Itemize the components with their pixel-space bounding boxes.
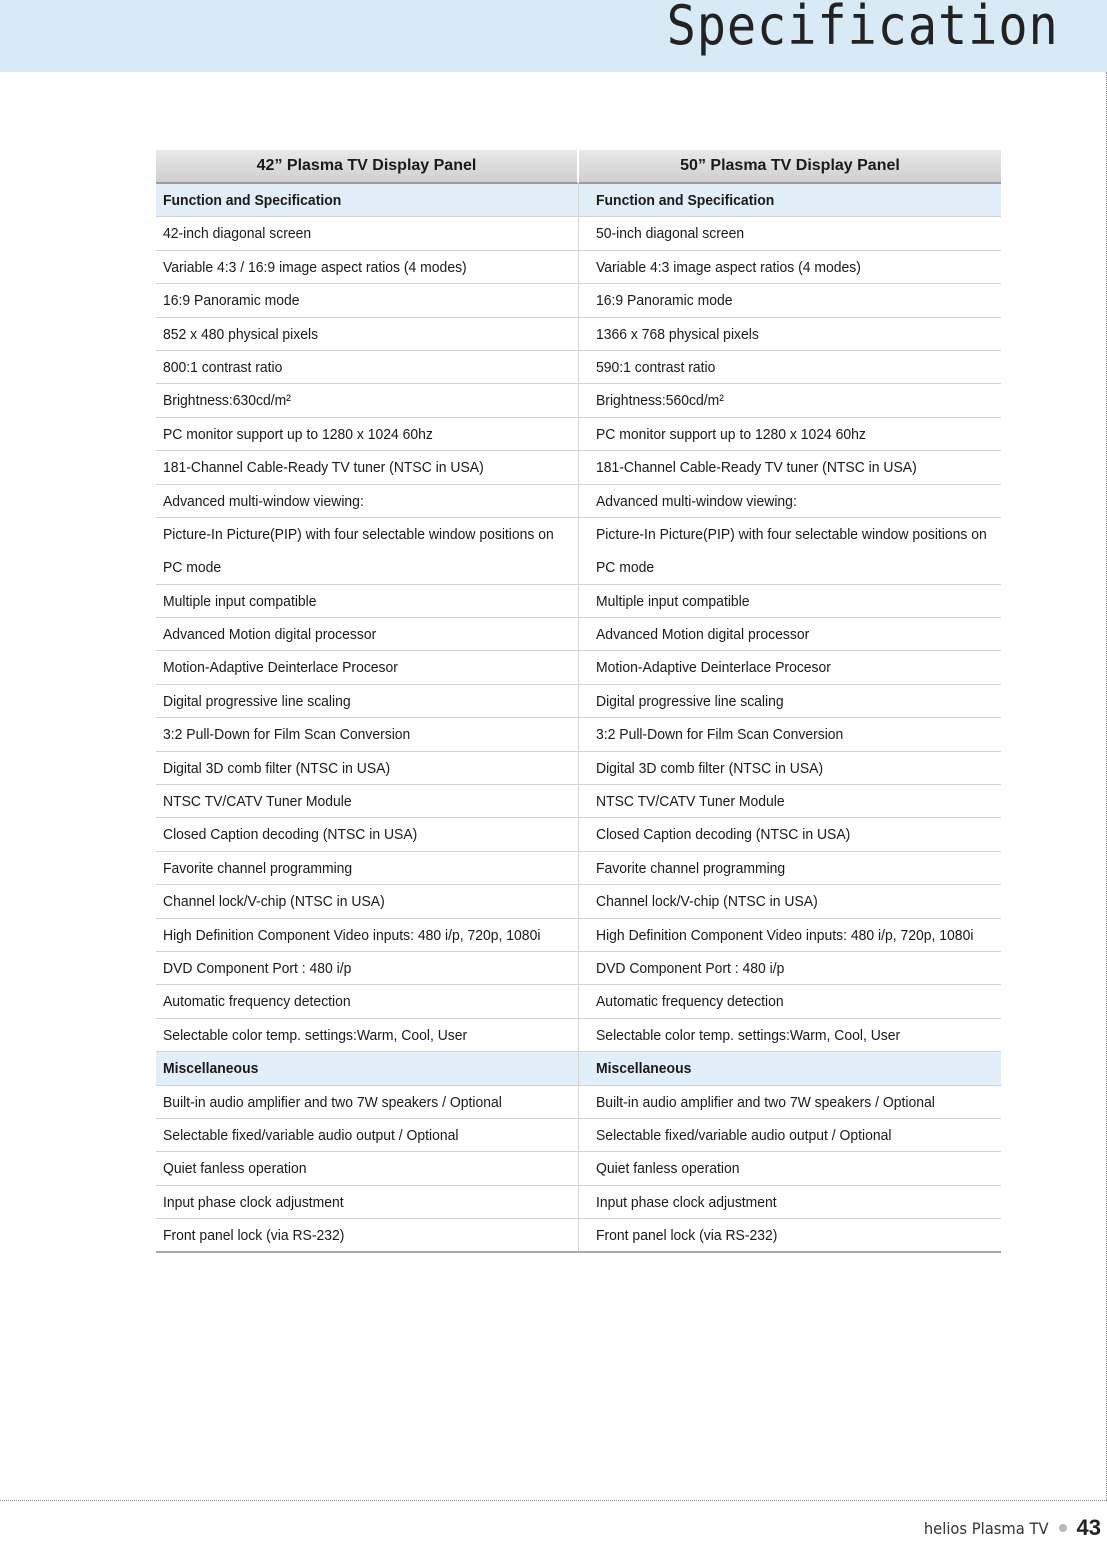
- cell-50-inch: [579, 418, 1001, 450]
- table-header-row: [156, 150, 1001, 184]
- cell-text: High Definition Component Video inputs: 480 i/p, 720p, 1080i: [163, 926, 541, 944]
- cell-text: DVD Component Port : 480 i/p: [596, 960, 785, 977]
- cell-text: Multiple input compatible: [596, 592, 750, 610]
- cell-50-inch: [579, 1186, 1001, 1218]
- cell-text: NTSC TV/CATV Tuner Module: [596, 793, 785, 811]
- cell-42-inch: [156, 251, 579, 283]
- cell-text: Digital progressive line scaling: [596, 692, 784, 710]
- cell-text: Motion-Adaptive Deinterlace Procesor: [596, 659, 831, 677]
- table-row: [156, 1119, 1001, 1152]
- cell-50-inch: [579, 618, 1001, 650]
- cell-text: 852 x 480 physical pixels: [163, 325, 319, 343]
- cell-42-inch: [156, 885, 579, 917]
- cell-text: Channel lock/V-chip (NTSC in USA): [596, 893, 818, 911]
- cell-42-inch: [156, 752, 579, 784]
- cell-text: 1366 x 768 physical pixels: [596, 325, 759, 343]
- cell-text: NTSC TV/CATV Tuner Module: [163, 793, 352, 811]
- cell-50-inch: [579, 985, 1001, 1017]
- cell-50-inch: [579, 1152, 1001, 1184]
- cell-42-inch: [156, 418, 579, 450]
- cell-50-inch: [579, 1119, 1001, 1151]
- bottom-dotted-border: [0, 1500, 1107, 1501]
- cell-text: 16:9 Panoramic mode: [163, 292, 300, 310]
- cell-text: Advanced Motion digital processor: [163, 626, 377, 644]
- table-row: [156, 518, 1001, 585]
- footer-brand: helios Plasma TV: [923, 1518, 1049, 1538]
- cell-42-inch: [156, 518, 579, 584]
- cell-text: Miscellaneous: [163, 1060, 259, 1078]
- cell-42-inch: [156, 1152, 579, 1184]
- cell-text: Automatic frequency detection: [596, 993, 784, 1011]
- cell-text: Selectable fixed/variable audio output / Optional: [163, 1126, 459, 1144]
- cell-text: 3:2 Pull-Down for Film Scan Conversion: [596, 726, 844, 744]
- table-row: [156, 818, 1001, 851]
- table-row: [156, 451, 1001, 484]
- cell-text: Closed Caption decoding (NTSC in USA): [163, 826, 418, 844]
- cell-text: Advanced multi-window viewing:: [596, 492, 797, 510]
- cell-50-inch: [579, 885, 1001, 917]
- cell-text: PC monitor support up to 1280 x 1024 60hz: [163, 425, 433, 443]
- cell-50-inch: [579, 785, 1001, 817]
- table-row: [156, 785, 1001, 818]
- page-footer: [913, 1516, 1101, 1540]
- cell-42-inch: [156, 284, 579, 316]
- table-row: [156, 251, 1001, 284]
- cell-text: Advanced multi-window viewing:: [163, 492, 364, 510]
- page-number: 43: [1076, 1515, 1101, 1540]
- cell-text: Digital progressive line scaling: [163, 692, 351, 710]
- cell-42-inch: [156, 351, 579, 383]
- table-row: [156, 618, 1001, 651]
- cell-text: Brightness:560cd/m²: [596, 392, 724, 410]
- cell-42-inch: [156, 985, 579, 1017]
- cell-text: Selectable color temp. settings:Warm, Cool, User: [163, 1026, 468, 1044]
- table-row: [156, 418, 1001, 451]
- cell-text: DVD Component Port : 480 i/p: [163, 960, 352, 977]
- cell-50-inch: [579, 651, 1001, 683]
- cell-text: Input phase clock adjustment: [596, 1193, 777, 1211]
- cell-42-inch: [156, 451, 579, 483]
- table-row: [156, 685, 1001, 718]
- table-row: [156, 919, 1001, 952]
- table-row: [156, 1019, 1001, 1052]
- table-row: [156, 217, 1001, 250]
- cell-text: 800:1 contrast ratio: [163, 358, 283, 376]
- cell-text: Miscellaneous: [596, 1060, 692, 1078]
- cell-text: Brightness:630cd/m²: [163, 392, 291, 410]
- cell-text: Closed Caption decoding (NTSC in USA): [596, 826, 851, 844]
- cell-text: Selectable color temp. settings:Warm, Cool, User: [596, 1026, 901, 1044]
- cell-text: Favorite channel programming: [596, 859, 786, 877]
- cell-50-inch: [579, 1086, 1001, 1118]
- cell-text: Automatic frequency detection: [163, 993, 351, 1011]
- cell-50-inch: [579, 952, 1001, 984]
- column-header-50-inch: 50” Plasma TV Display Panel: [579, 150, 1001, 184]
- page-title: Specification: [666, 0, 1059, 57]
- cell-50-inch: [579, 1052, 1001, 1084]
- spec-table: [156, 150, 1001, 1253]
- table-row: [156, 384, 1001, 417]
- cell-42-inch: [156, 1219, 579, 1250]
- cell-50-inch: [579, 818, 1001, 850]
- cell-text: Quiet fanless operation: [163, 1160, 307, 1178]
- cell-50-inch: [579, 384, 1001, 416]
- cell-42-inch: [156, 718, 579, 750]
- cell-text: 181-Channel Cable-Ready TV tuner (NTSC in USA): [596, 459, 917, 477]
- cell-50-inch: [579, 451, 1001, 483]
- cell-text: PC monitor support up to 1280 x 1024 60hz: [596, 425, 866, 443]
- cell-42-inch: [156, 785, 579, 817]
- table-row: [156, 318, 1001, 351]
- table-row: [156, 985, 1001, 1018]
- cell-50-inch: [579, 518, 1001, 584]
- table-row: [156, 852, 1001, 885]
- table-row: [156, 351, 1001, 384]
- cell-text: Digital 3D comb filter (NTSC in USA): [163, 759, 391, 777]
- cell-text: Channel lock/V-chip (NTSC in USA): [163, 893, 385, 911]
- cell-text: Selectable fixed/variable audio output / Optional: [596, 1126, 892, 1144]
- cell-50-inch: [579, 919, 1001, 951]
- cell-42-inch: [156, 919, 579, 951]
- cell-50-inch: [579, 852, 1001, 884]
- cell-text: 590:1 contrast ratio: [596, 358, 716, 376]
- cell-42-inch: [156, 618, 579, 650]
- cell-42-inch: [156, 952, 579, 984]
- cell-42-inch: [156, 585, 579, 617]
- cell-text: Favorite channel programming: [163, 859, 353, 877]
- cell-42-inch: [156, 651, 579, 683]
- cell-42-inch: [156, 852, 579, 884]
- table-row: [156, 1219, 1001, 1252]
- table-body: [156, 184, 1001, 1253]
- cell-text: Variable 4:3 image aspect ratios (4 modes): [596, 258, 861, 276]
- cell-42-inch: [156, 1086, 579, 1118]
- cell-50-inch: [579, 685, 1001, 717]
- table-row: [156, 1186, 1001, 1219]
- cell-text: Quiet fanless operation: [596, 1160, 740, 1178]
- table-row: [156, 1086, 1001, 1119]
- cell-text: Front panel lock (via RS-232): [163, 1227, 345, 1245]
- cell-50-inch: [579, 184, 1001, 216]
- cell-50-inch: [579, 485, 1001, 517]
- cell-50-inch: [579, 585, 1001, 617]
- cell-text: Multiple input compatible: [163, 592, 317, 610]
- cell-text: Function and Specification: [163, 192, 342, 209]
- cell-text: 42-inch diagonal screen: [163, 225, 312, 243]
- section-header-row: [156, 184, 1001, 217]
- column-header-42-inch: 42” Plasma TV Display Panel: [156, 150, 579, 184]
- cell-text: Built-in audio amplifier and two 7W speakers / Optional: [163, 1093, 502, 1111]
- cell-50-inch: [579, 351, 1001, 383]
- cell-text: 181-Channel Cable-Ready TV tuner (NTSC in USA): [163, 459, 484, 477]
- table-row: [156, 1152, 1001, 1185]
- cell-text: Digital 3D comb filter (NTSC in USA): [596, 759, 824, 777]
- cell-42-inch: [156, 217, 579, 249]
- cell-42-inch: [156, 1052, 579, 1084]
- cell-42-inch: [156, 1019, 579, 1051]
- cell-text: Picture-In Picture(PIP) with four selectable window positions on PC mode: [163, 525, 554, 576]
- cell-50-inch: [579, 718, 1001, 750]
- table-row: [156, 885, 1001, 918]
- table-row: [156, 284, 1001, 317]
- cell-50-inch: [579, 318, 1001, 350]
- cell-text: High Definition Component Video inputs: 480 i/p, 720p, 1080i: [596, 926, 974, 944]
- cell-42-inch: [156, 485, 579, 517]
- table-row: [156, 952, 1001, 985]
- cell-42-inch: [156, 818, 579, 850]
- cell-text: Picture-In Picture(PIP) with four selectable window positions on PC mode: [596, 525, 987, 576]
- cell-text: 16:9 Panoramic mode: [596, 292, 733, 310]
- cell-50-inch: [579, 1019, 1001, 1051]
- cell-text: Front panel lock (via RS-232): [596, 1227, 778, 1245]
- cell-42-inch: [156, 1119, 579, 1151]
- table-row: [156, 718, 1001, 751]
- cell-text: Advanced Motion digital processor: [596, 626, 810, 644]
- cell-text: Motion-Adaptive Deinterlace Procesor: [163, 659, 398, 677]
- cell-text: Input phase clock adjustment: [163, 1193, 344, 1211]
- cell-text: Variable 4:3 / 16:9 image aspect ratios (4 modes): [163, 258, 467, 276]
- table-row: [156, 651, 1001, 684]
- cell-42-inch: [156, 318, 579, 350]
- cell-text: Function and Specification: [596, 192, 775, 209]
- cell-42-inch: [156, 184, 579, 216]
- cell-50-inch: [579, 251, 1001, 283]
- cell-42-inch: [156, 685, 579, 717]
- cell-50-inch: [579, 284, 1001, 316]
- cell-42-inch: [156, 384, 579, 416]
- section-header-row: [156, 1052, 1001, 1085]
- table-row: [156, 485, 1001, 518]
- cell-text: 50-inch diagonal screen: [596, 225, 745, 243]
- cell-42-inch: [156, 1186, 579, 1218]
- table-row: [156, 585, 1001, 618]
- cell-50-inch: [579, 1219, 1001, 1250]
- footer-bullet-icon: [1059, 1524, 1067, 1532]
- cell-text: Built-in audio amplifier and two 7W speakers / Optional: [596, 1093, 935, 1111]
- table-row: [156, 752, 1001, 785]
- cell-text: 3:2 Pull-Down for Film Scan Conversion: [163, 726, 411, 744]
- cell-50-inch: [579, 217, 1001, 249]
- cell-50-inch: [579, 752, 1001, 784]
